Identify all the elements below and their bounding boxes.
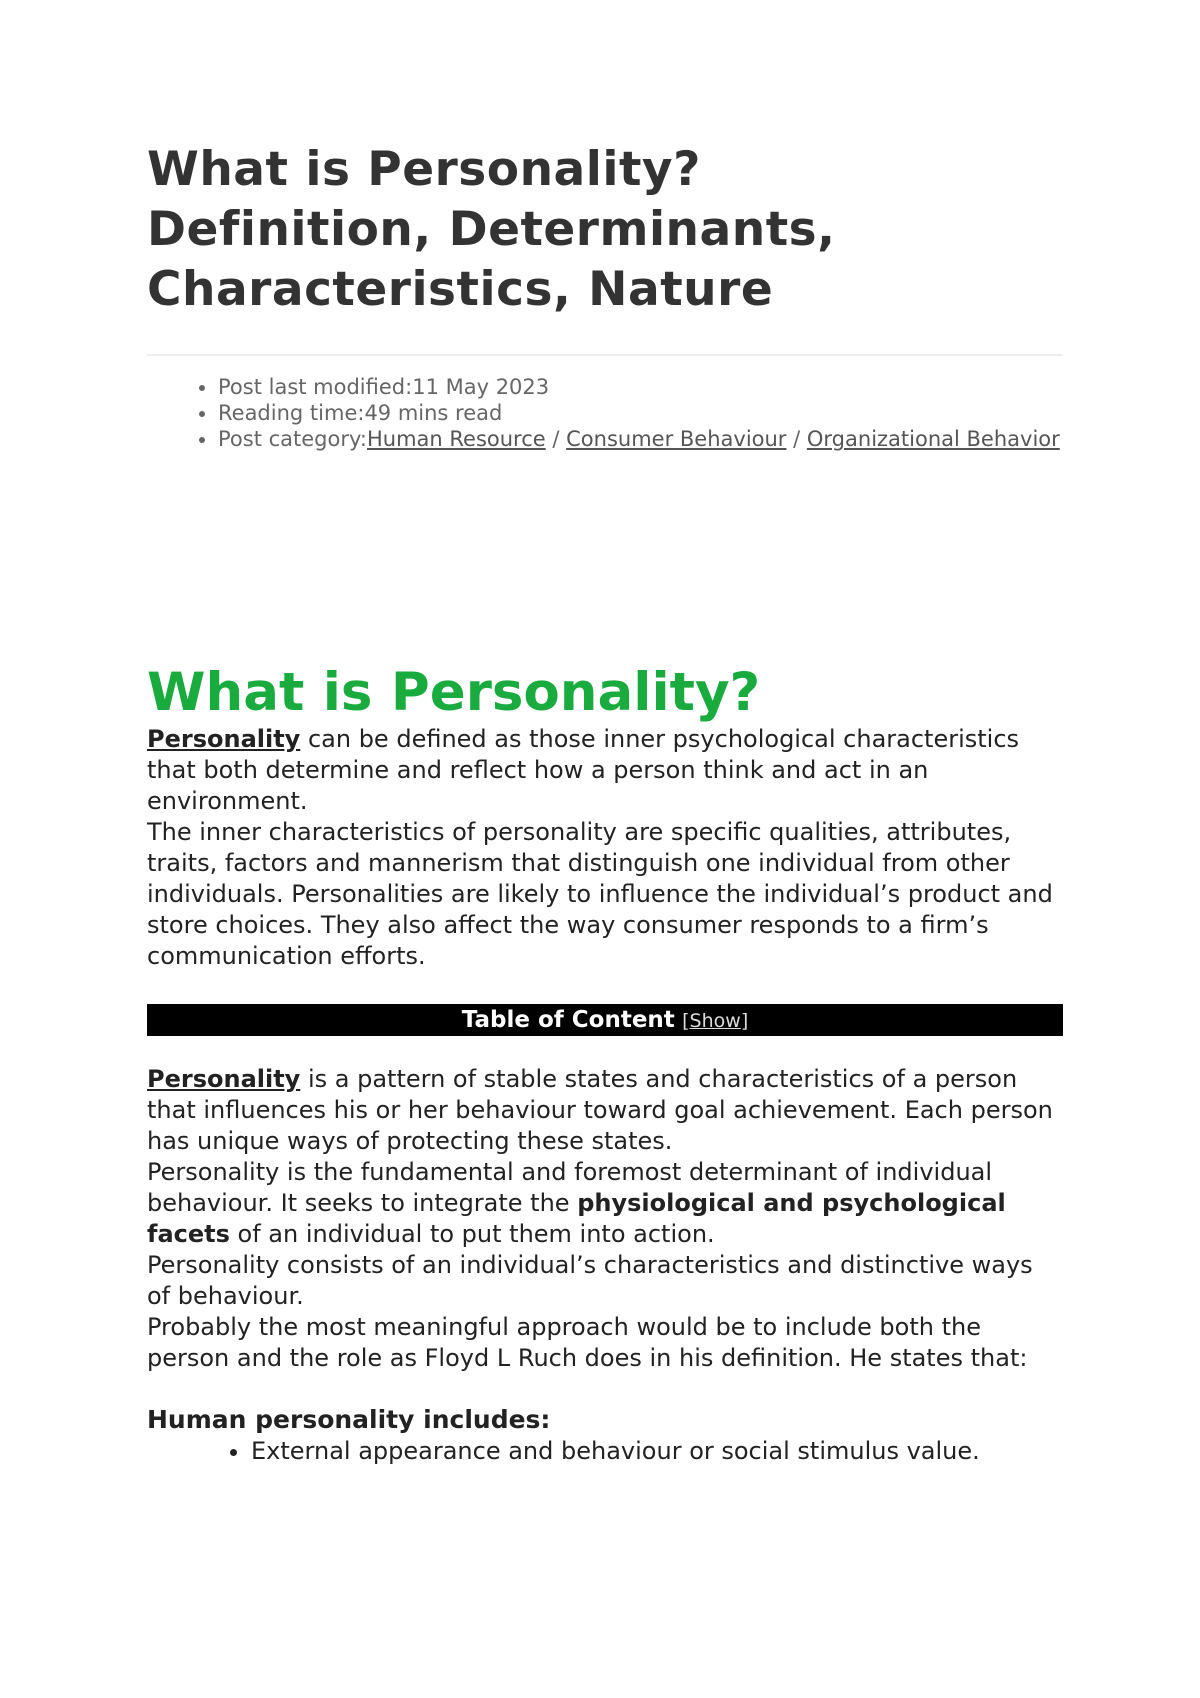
determinant-text-end: of an individual to put them into action. [229, 1220, 715, 1248]
toc-toggle[interactable] [682, 1010, 748, 1032]
category-link-organizational-behavior[interactable]: Organizational Behavior [806, 427, 1060, 451]
definition-paragraph [147, 724, 1063, 817]
keyword-personality-2: Personality [147, 1065, 301, 1093]
title-line-1: What is Personality? [147, 142, 701, 197]
meta-modified-value: 11 May 2023 [412, 375, 550, 399]
page-title [147, 140, 1063, 320]
category-separator: / [545, 427, 567, 451]
consists-paragraph: Personality consists of an individual’s characteristics and distinctive ways of behaviour. [147, 1251, 1033, 1310]
includes-list [147, 1436, 1063, 1467]
meta-category [218, 426, 1063, 452]
article [147, 140, 1063, 1467]
title-line-2: Definition, Determinants, [147, 202, 836, 257]
title-divider [147, 354, 1063, 356]
list-item: • External appearance and behaviour or social stimulus value. [251, 1436, 1063, 1467]
meta-modified [218, 374, 1063, 400]
meta-reading-time [218, 400, 1063, 426]
section-heading: What is Personality? [147, 662, 761, 723]
keyword-personality: Personality [147, 725, 301, 753]
toc-show-link[interactable]: Show [689, 1010, 741, 1032]
determinant-bold-text: physiological and psychological facets [147, 1189, 1006, 1248]
meta-category-label: Post category: [218, 427, 367, 451]
toc-bracket-close: ] [740, 1010, 749, 1032]
meta-modified-label: Post last modified: [218, 375, 413, 399]
meta-reading-value: 49 mins read [364, 401, 503, 425]
title-line-3: Characteristics, Nature [147, 262, 774, 317]
pattern-text: is a pattern of stable states and characteristics of a person that influences his or her behaviour toward goal achievement. Each person has unique ways of protecting these states. [147, 1065, 1053, 1155]
toc-title: Table of Content [461, 1007, 675, 1033]
category-link-consumer-behaviour[interactable]: Consumer Behaviour [566, 427, 787, 451]
inner-characteristics-paragraph: The inner characteristics of personality are specific qualities, attributes, traits, factors and mannerism that distinguish one individual from other individuals. Personalities are likely to influence the individual’s product and store choices. They also affect the way consumer responds to a firm’s communication efforts. [147, 818, 1053, 970]
determinant-text-start: Personality is the fundamental and foremost determinant of individual behaviour. It seeks to integrate the [147, 1158, 993, 1217]
pattern-paragraph [147, 1064, 1063, 1157]
post-meta-list [147, 374, 1063, 452]
category-link-human-resource[interactable]: Human Resource [366, 427, 546, 451]
toc-bracket-open: [ [682, 1010, 690, 1032]
ruch-paragraph: Probably the most meaningful approach would be to include both the person and the role as Floyd L Ruch does in his definition. He states that: [147, 1313, 1028, 1372]
table-of-content-bar [147, 1004, 1063, 1036]
determinant-paragraph [147, 1157, 1063, 1250]
category-separator: / [786, 427, 807, 451]
definition-text: can be defined as those inner psychological characteristics that both determine and reflect how a person think and act in an environment. [147, 725, 1020, 815]
includes-heading: Human personality includes: [147, 1405, 551, 1434]
meta-reading-label: Reading time: [218, 401, 365, 425]
